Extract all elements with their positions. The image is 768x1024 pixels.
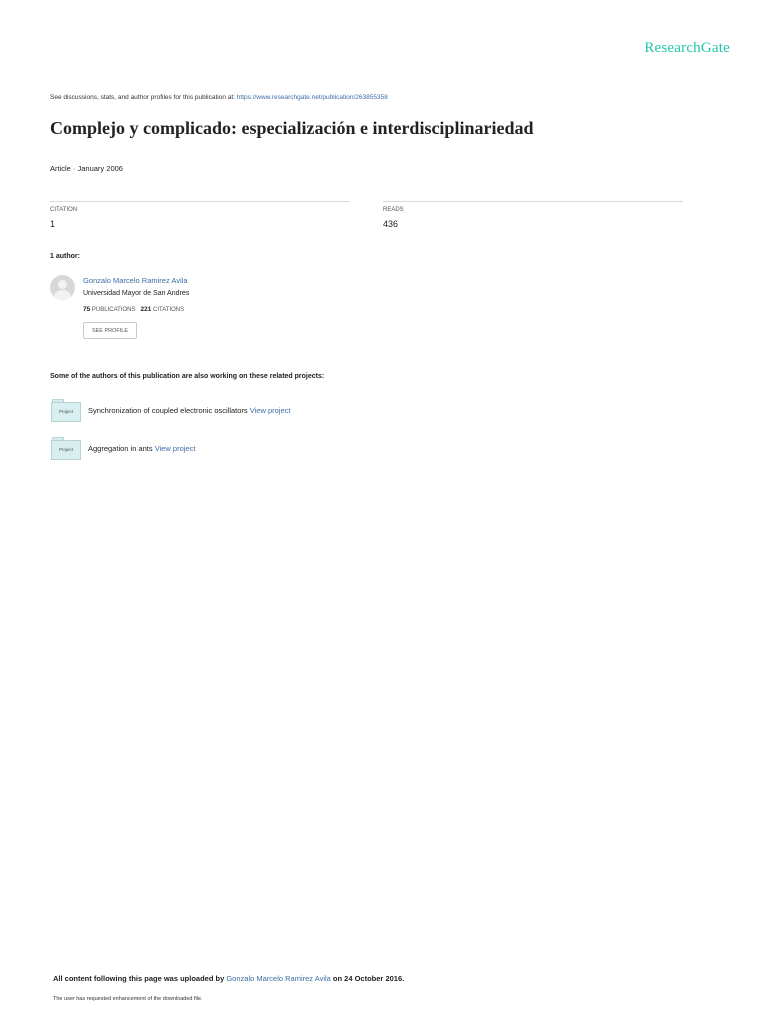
citations-count: 221 — [140, 306, 152, 313]
project-text — [88, 406, 290, 415]
citation-label: CITATION — [50, 207, 78, 213]
view-project-link[interactable]: View project — [249, 405, 291, 415]
article-meta: Article · January 2006 — [50, 164, 123, 173]
avatar-body-icon — [54, 290, 71, 300]
project-text — [88, 444, 195, 453]
avatar-head-icon — [58, 280, 67, 289]
reads-label: READS — [383, 207, 404, 213]
project-item — [50, 436, 195, 460]
publication-url-link[interactable]: https://www.researchgate.net/publication/263855358 — [236, 94, 388, 101]
publication-title: Complejo y complicado: especialización e interdisciplinariedad — [50, 118, 534, 138]
see-profile-button[interactable]: SEE PROFILE — [83, 322, 137, 339]
footer-prefix: All content following this page was uploaded by — [53, 974, 227, 983]
author-institution: Universidad Mayor de San Andres — [83, 290, 190, 297]
footer-suffix: on 24 October 2016. — [330, 974, 405, 983]
researchgate-logo[interactable]: ResearchGate — [644, 40, 730, 56]
publications-label: PUBLICATIONS — [91, 307, 136, 313]
project-item — [50, 398, 290, 422]
citation-count: 1 — [50, 219, 56, 229]
footer-note: The user has requested enhancement of the downloaded file. — [53, 996, 203, 1002]
project-folder-label: Project — [51, 440, 81, 460]
intro-line — [50, 94, 388, 101]
project-title: Aggregation in ants — [88, 443, 155, 453]
author-name-link[interactable]: Gonzalo Marcelo Ramirez Avila — [83, 276, 188, 285]
uploader-link[interactable]: Gonzalo Marcelo Ramirez Avila — [226, 974, 331, 983]
authors-heading: 1 author: — [50, 253, 80, 260]
project-folder-icon — [50, 437, 81, 460]
project-folder-label: Project — [51, 402, 81, 422]
related-projects-heading: Some of the authors of this publication are also working on these related projects: — [50, 373, 325, 380]
author-stats — [83, 306, 184, 313]
citations-label: CITATIONS — [153, 307, 185, 313]
project-title: Synchronization of coupled electronic oscillators — [88, 405, 250, 415]
project-folder-icon — [50, 399, 81, 422]
reads-divider — [383, 201, 683, 202]
author-avatar[interactable] — [50, 275, 75, 300]
intro-text: See discussions, stats, and author profiles for this publication at: — [50, 94, 237, 101]
publications-count: 75 — [83, 306, 91, 313]
citation-divider — [50, 201, 350, 202]
view-project-link[interactable]: View project — [154, 443, 196, 453]
upload-footer — [53, 974, 404, 983]
reads-count: 436 — [383, 219, 399, 229]
